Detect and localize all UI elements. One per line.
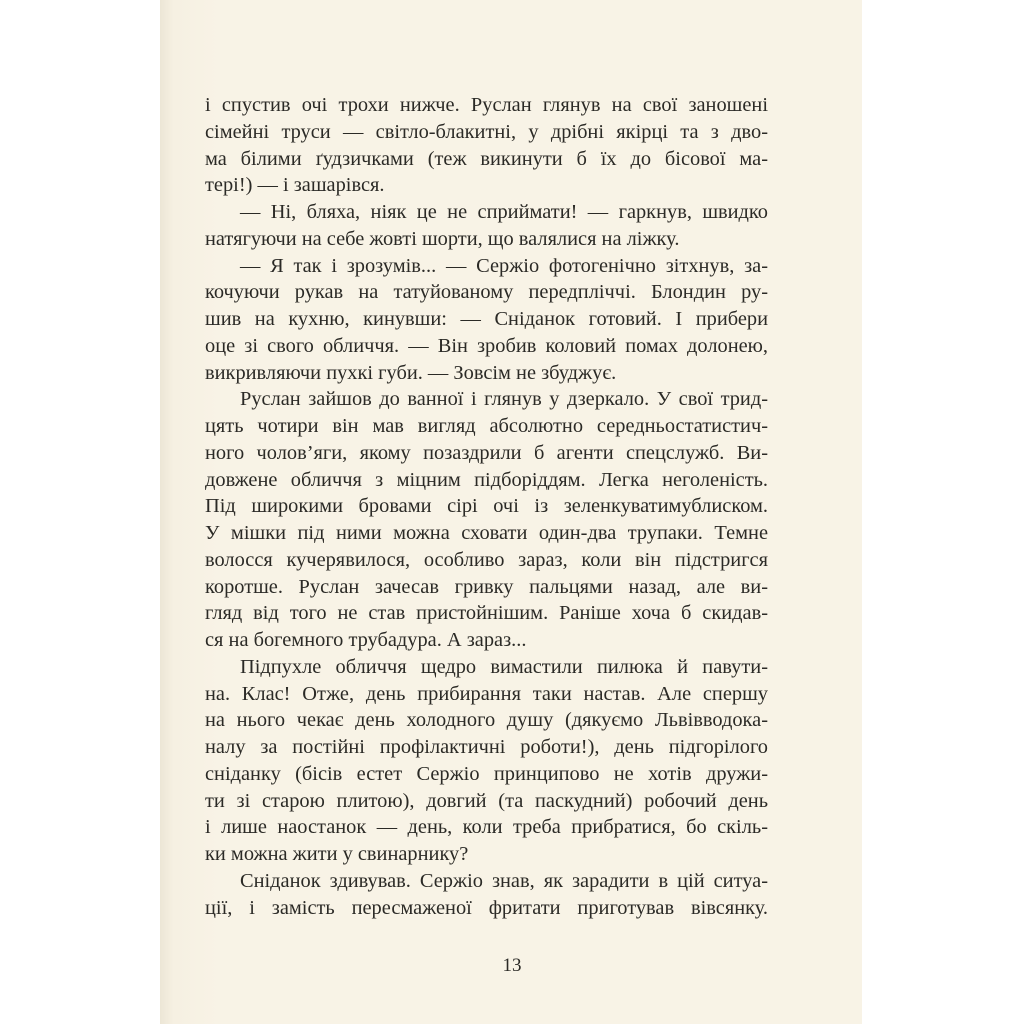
text-line: сніданку (бісів естет Сержіо принципово не хотів дружи- (205, 762, 768, 785)
text-line: Сніданок здивував. Сержіо знав, як зарадити в цій ситуа- (240, 869, 768, 892)
text-line: оце зі свого обличчя. — Він зробив коловий помах долонею, (205, 334, 768, 357)
text-line: викривляючи пухкі губи. — Зовсім не збуджує. (205, 361, 617, 384)
text-line: кочуючи рукав на татуйованому передпліччі. Блондин ру- (205, 281, 768, 304)
text-line: і спустив очі трохи нижче. Руслан глянув на свої заношені (205, 94, 768, 116)
body-text (205, 92, 768, 921)
page-number: 13 (502, 955, 522, 976)
text-line: на. Клас! Отже, день прибирання таки настав. Але спершу (205, 682, 768, 705)
text-line: ки можна жити у свинарнику? (205, 843, 469, 865)
text-line: — Я так і зрозумів... — Сержіо фотогенічно зітхнув, за- (240, 254, 768, 277)
text-line: сімейні труси — світло-блакитні, у дрібні якірці та з дво- (205, 120, 768, 143)
text-line: шив на кухню, кинувши: — Сніданок готовий. І прибери (205, 308, 768, 330)
text-line: ного чолов’яги, якому позаздрили б агенти спецслужб. Ви- (205, 441, 768, 464)
text-line: коротше. Руслан зачесав гривку пальцями назад, але ви- (205, 575, 768, 598)
text-line: натягуючи на себе жовті шорти, що валялися на ліжку. (205, 227, 680, 250)
text-line: Під широкими бровами сірі очі із зеленкуватимублиском. (205, 495, 768, 518)
text-line: Руслан зайшов до ванної і глянув у дзеркало. У свої трид- (240, 388, 768, 411)
text-line: ся на богемного трубадура. А зараз... (205, 629, 527, 651)
text-line: цять чотири він мав вигляд абсолютно середньостатистич- (205, 415, 768, 437)
text-line: налу за постійні профілактичні роботи!), день підгорілого (205, 736, 768, 758)
text-line: — Ні, бляха, ніяк це не сприймати! — гаркнув, швидко (240, 201, 768, 223)
text-line: Підпухле обличчя щедро вимастили пилюка й павути- (240, 655, 768, 678)
text-line: У мішки під ними можна сховати один-два трупаки. Темне (205, 522, 768, 544)
text-line: волосся кучерявилося, особливо зараз, коли він підстригся (205, 548, 768, 571)
text-line: ма білими ґудзичками (теж викинути б їх до бісової ма- (205, 147, 768, 170)
text-line: на нього чекає день холодного душу (дякуємо Львівводока- (205, 709, 768, 732)
text-line: ти зі старою плитою), довгий (та паскудний) робочий день (205, 789, 768, 812)
text-line: довжене обличчя з міцним підборіддям. Легка неголеність. (205, 468, 768, 491)
text-line: і лише наостанок — день, коли треба прибратися, бо скіль- (205, 816, 768, 839)
text-line: гляд від того не став пристойнішим. Раніше хоча б скидав- (205, 602, 768, 625)
text-line: тері!) — і зашарівся. (205, 174, 385, 197)
text-line: ції, і замість пересмаженої фритати приготував вівсянку. (205, 896, 768, 919)
